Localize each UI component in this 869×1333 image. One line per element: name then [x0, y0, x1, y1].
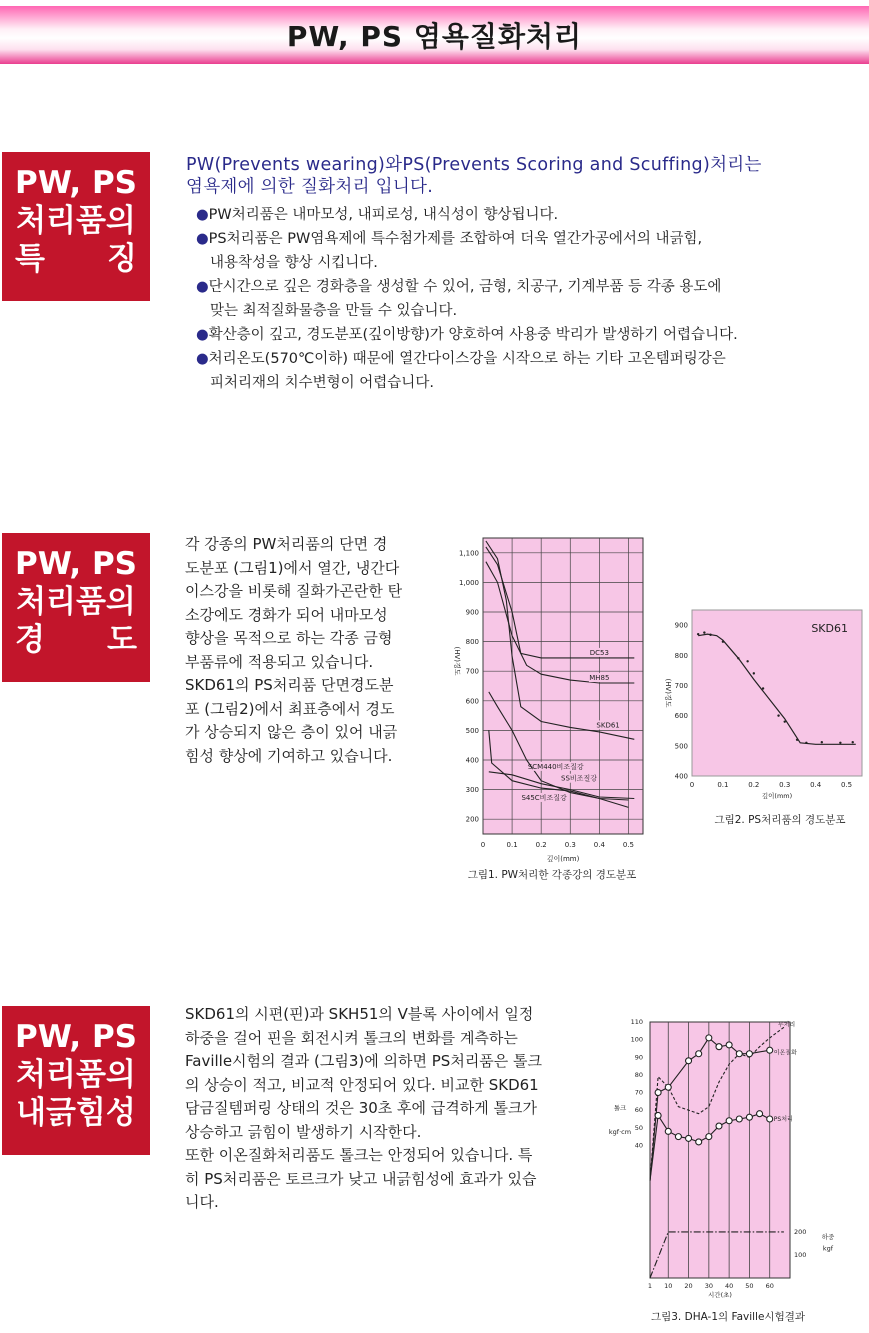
x-tick-label: 0.5	[622, 841, 635, 849]
tag-line: 처리품의	[16, 584, 136, 620]
paragraph-line: 소강에도 경화가 되어 내마모성	[185, 605, 388, 624]
plot-area	[650, 1022, 790, 1278]
y-tick-label: 300	[465, 786, 479, 795]
paragraph-line: 가 상승되지 않은 층이 있어 내긁	[185, 723, 398, 741]
bullet-icon: ●	[196, 279, 209, 295]
data-point	[746, 660, 748, 662]
y-axis-label: 톨크	[613, 1104, 627, 1112]
figure-1-hardness-chart	[445, 530, 660, 890]
data-point	[716, 1123, 722, 1129]
y-tick-label: 200	[465, 815, 479, 824]
y-tick-label: 500	[465, 726, 479, 735]
data-point	[706, 1035, 712, 1041]
page-title: PW, PS 염욕질화처리	[286, 20, 583, 53]
figure-caption: 그림1. PW처리한 각종강의 경도분포	[467, 869, 637, 881]
y-tick-label: 900	[674, 621, 688, 630]
features-bullet-list	[196, 203, 856, 395]
x-tick-label: 0.4	[810, 781, 822, 789]
data-point	[736, 1116, 742, 1122]
page-title-bar	[0, 6, 869, 64]
series-label: S45C비조질강	[521, 793, 567, 802]
paragraph-line: 니다.	[185, 1193, 219, 1211]
y-tick-label: 700	[465, 667, 479, 676]
features-intro	[186, 154, 866, 198]
list-item-text: PW처리품은 내마모성, 내피로성, 내식성이 향상됩니다.	[208, 207, 559, 223]
paragraph-line: 상승하고 긁힘이 발생하기 시작한다.	[185, 1122, 422, 1141]
y-tick-label: 80	[634, 1070, 643, 1079]
x-tick-label: 40	[724, 1282, 734, 1290]
x-tick-label: 0.1	[717, 781, 729, 789]
x-tick-label: 0.5	[840, 781, 853, 789]
paragraph-line: 도분포 (그림1)에서 열간, 냉간다	[185, 558, 400, 577]
y-axis-label: (HV)경도	[453, 646, 461, 676]
data-point	[753, 672, 755, 674]
data-point	[746, 1114, 752, 1120]
tag-line: 특 징	[15, 241, 137, 277]
series-label: DC53	[589, 648, 609, 657]
x-tick-label: 20	[684, 1282, 693, 1290]
data-point	[686, 1135, 692, 1141]
data-point	[706, 1134, 712, 1140]
data-point	[726, 1042, 732, 1048]
series-label: SCM440비조질강	[527, 762, 584, 771]
data-point	[762, 687, 764, 689]
y-tick-label: 1,000	[458, 578, 479, 587]
x-axis-label: 깊이(mm)	[761, 792, 793, 800]
data-point	[746, 1051, 752, 1057]
list-item-text: 피처리재의 치수변형이 어렵습니다.	[210, 375, 434, 391]
x-tick-label: 0.3	[564, 841, 576, 849]
data-point	[784, 720, 786, 722]
x-tick-label: 50	[745, 1282, 754, 1290]
x-axis-label: 깊이(mm)	[546, 855, 580, 863]
data-point	[805, 742, 807, 744]
tag-line: 경 도	[15, 622, 137, 658]
scratch-paragraph	[185, 1003, 590, 1215]
paragraph-line: 하중을 걸어 핀을 회전시켜 톨크의 변화를 계측하는	[185, 1028, 518, 1047]
data-point	[852, 741, 854, 743]
bullet-icon: ●	[196, 327, 209, 343]
data-point	[716, 1044, 722, 1050]
list-item-text: 맞는 최적질화물층을 만들 수 있습니다.	[210, 303, 458, 319]
series-label: PS처리	[773, 1115, 793, 1123]
data-point	[655, 1112, 661, 1118]
list-item-text: 단시간으로 깊은 경화층을 생성할 수 있어, 금형, 치공구, 기계부품 등 각종 용도에	[208, 279, 722, 295]
data-point	[675, 1134, 681, 1140]
y-axis-label: (HV)경도	[664, 678, 672, 708]
bullet-icon: ●	[196, 207, 209, 223]
y2-axis-unit: kgf	[822, 1244, 834, 1253]
paragraph-line: 이스강을 비롯해 질화가곤란한 탄	[185, 582, 403, 600]
y-tick-label: 800	[465, 638, 479, 647]
y-tick-label: 110	[630, 1018, 643, 1026]
paragraph-line: 히 PS처리품은 토르크가 낮고 내긁힘성에 효과가 있습	[185, 1169, 537, 1188]
paragraph-line: 부품류에 적용되고 있습니다.	[185, 652, 374, 671]
tag-line: 내긁힘성	[16, 1095, 136, 1131]
data-point	[696, 1051, 702, 1057]
y-tick-label: 800	[674, 651, 688, 660]
tag-line: 처리품의	[16, 1057, 136, 1093]
x-tick-label: 60	[765, 1282, 774, 1290]
section-tag-hardness	[2, 533, 150, 682]
x-tick-label: 0.2	[748, 781, 760, 789]
paragraph-line: 각 강종의 PW처리품의 단면 경	[185, 535, 388, 553]
y-tick-label: 50	[634, 1123, 643, 1132]
paragraph-line: 또한 이온질화처리품도 톨크는 안정되어 있습니다. 특	[185, 1146, 533, 1164]
hardness-paragraph	[185, 533, 435, 768]
y-tick-label: 400	[674, 772, 688, 781]
y2-tick-label: 100	[794, 1250, 807, 1259]
x-tick-label: 1	[647, 1282, 653, 1290]
figure-2-hardness-chart	[660, 606, 865, 831]
y-tick-label: 600	[674, 712, 688, 721]
list-item	[196, 275, 856, 323]
tag-line: PW, PS	[14, 1019, 137, 1055]
x-tick-label: 30	[704, 1282, 713, 1290]
data-point	[703, 631, 705, 633]
figure-caption: 그림3. DHA-1의 Faville시험결과	[650, 1311, 806, 1323]
list-item-text: PS처리품은 PW염욕제에 특수첨가제를 조합하여 더욱 열간가공에서의 내긁힘,	[208, 231, 703, 247]
data-point	[736, 1051, 742, 1057]
y-tick-label: 90	[634, 1053, 643, 1062]
paragraph-line: 담금질템퍼링 상태의 것은 30초 후에 급격하게 톨크가	[185, 1099, 537, 1117]
data-point	[839, 742, 841, 744]
y-tick-label: 700	[674, 681, 688, 690]
figure-caption: 그림2. PS처리품의 경도분포	[714, 814, 846, 826]
section-tag-scratch-resistance	[2, 1006, 150, 1155]
chart-title: SKD61	[811, 622, 848, 635]
data-point	[777, 714, 779, 716]
data-point	[696, 1139, 702, 1145]
paragraph-line: Faville시험의 결과 (그림3)에 의하면 PS처리품은 톨크	[185, 1052, 543, 1070]
paragraph-line: 의 상승이 적고, 비교적 안정되어 있다. 비교한 SKD61	[185, 1075, 539, 1094]
x-tick-label: 0.2	[535, 841, 547, 849]
y-tick-label: 100	[630, 1035, 643, 1044]
series-label: MH85	[589, 674, 610, 683]
tag-line: 처리품의	[16, 203, 136, 239]
x-tick-label: 0.4	[593, 841, 605, 849]
data-point	[821, 741, 823, 743]
data-point	[767, 1047, 773, 1053]
y2-tick-label: 200	[794, 1227, 807, 1236]
y-tick-label: 500	[674, 742, 688, 751]
list-item	[196, 347, 856, 395]
paragraph-line: SKD61의 시편(핀)과 SKH51의 V블록 사이에서 일정	[185, 1005, 534, 1023]
x-axis-label: 시간(초)	[708, 1291, 732, 1299]
y-tick-label: 400	[465, 756, 479, 765]
data-point	[697, 633, 699, 635]
figure-3-faville-chart	[600, 1012, 869, 1330]
tag-line: PW, PS	[14, 546, 137, 582]
x-tick-label: 0.3	[779, 781, 791, 789]
y-tick-label: 900	[465, 608, 479, 617]
bullet-icon: ●	[196, 231, 209, 247]
series-label: 이온질화	[773, 1049, 797, 1057]
x-tick-label: 0	[689, 781, 695, 789]
intro-line: PW(Prevents wearing)와PS(Prevents Scoring and Scuffing)처리는	[186, 155, 762, 175]
y-axis-unit: kgf·cm	[608, 1128, 632, 1136]
section-tag-features	[2, 152, 150, 301]
data-point	[665, 1128, 671, 1134]
list-item	[196, 227, 856, 275]
y-tick-label: 60	[634, 1106, 643, 1115]
data-point	[655, 1090, 661, 1096]
paragraph-line: SKD61의 PS처리품 단면경도분	[185, 676, 394, 694]
y-tick-label: 1,100	[458, 549, 479, 558]
data-point	[796, 739, 798, 741]
series-label: SS비조질강	[561, 774, 597, 783]
y-tick-label: 40	[634, 1141, 643, 1150]
tag-line: PW, PS	[14, 165, 137, 201]
x-tick-label: 0.1	[506, 841, 518, 849]
series-label: 무처리	[777, 1021, 796, 1029]
paragraph-line: 포 (그림2)에서 최표층에서 경도	[185, 699, 395, 718]
list-item-text: 처리온도(570℃이하) 때문에 열간다이스강을 시작으로 하는 기타 고온템퍼링강은	[208, 351, 726, 367]
data-point	[726, 1118, 732, 1124]
data-point	[722, 640, 724, 642]
data-point	[665, 1084, 671, 1090]
list-item-text: 내용착성을 향상 시킵니다.	[210, 255, 378, 271]
list-item	[196, 203, 856, 227]
paragraph-line: 향상을 목적으로 하는 각종 금형	[185, 629, 393, 647]
y2-axis-label: 하중	[821, 1232, 835, 1241]
list-item	[196, 323, 856, 347]
data-point	[767, 1116, 773, 1122]
data-point	[686, 1058, 692, 1064]
data-point	[757, 1111, 763, 1117]
bullet-icon: ●	[196, 351, 209, 367]
x-tick-label: 0	[480, 841, 486, 849]
y-tick-label: 600	[465, 697, 479, 706]
y-tick-label: 70	[634, 1088, 643, 1097]
list-item-text: 확산층이 깊고, 경도분포(깊이방향)가 양호하여 사용중 박리가 발생하기 어렵습니다.	[208, 327, 738, 343]
paragraph-line: 힘성 향상에 기여하고 있습니다.	[185, 746, 393, 765]
intro-line: 염욕제에 의한 질화처리 입니다.	[186, 177, 434, 197]
data-point	[737, 657, 739, 659]
data-point	[709, 634, 711, 636]
x-tick-label: 10	[664, 1282, 673, 1290]
series-label: SKD61	[596, 721, 620, 730]
